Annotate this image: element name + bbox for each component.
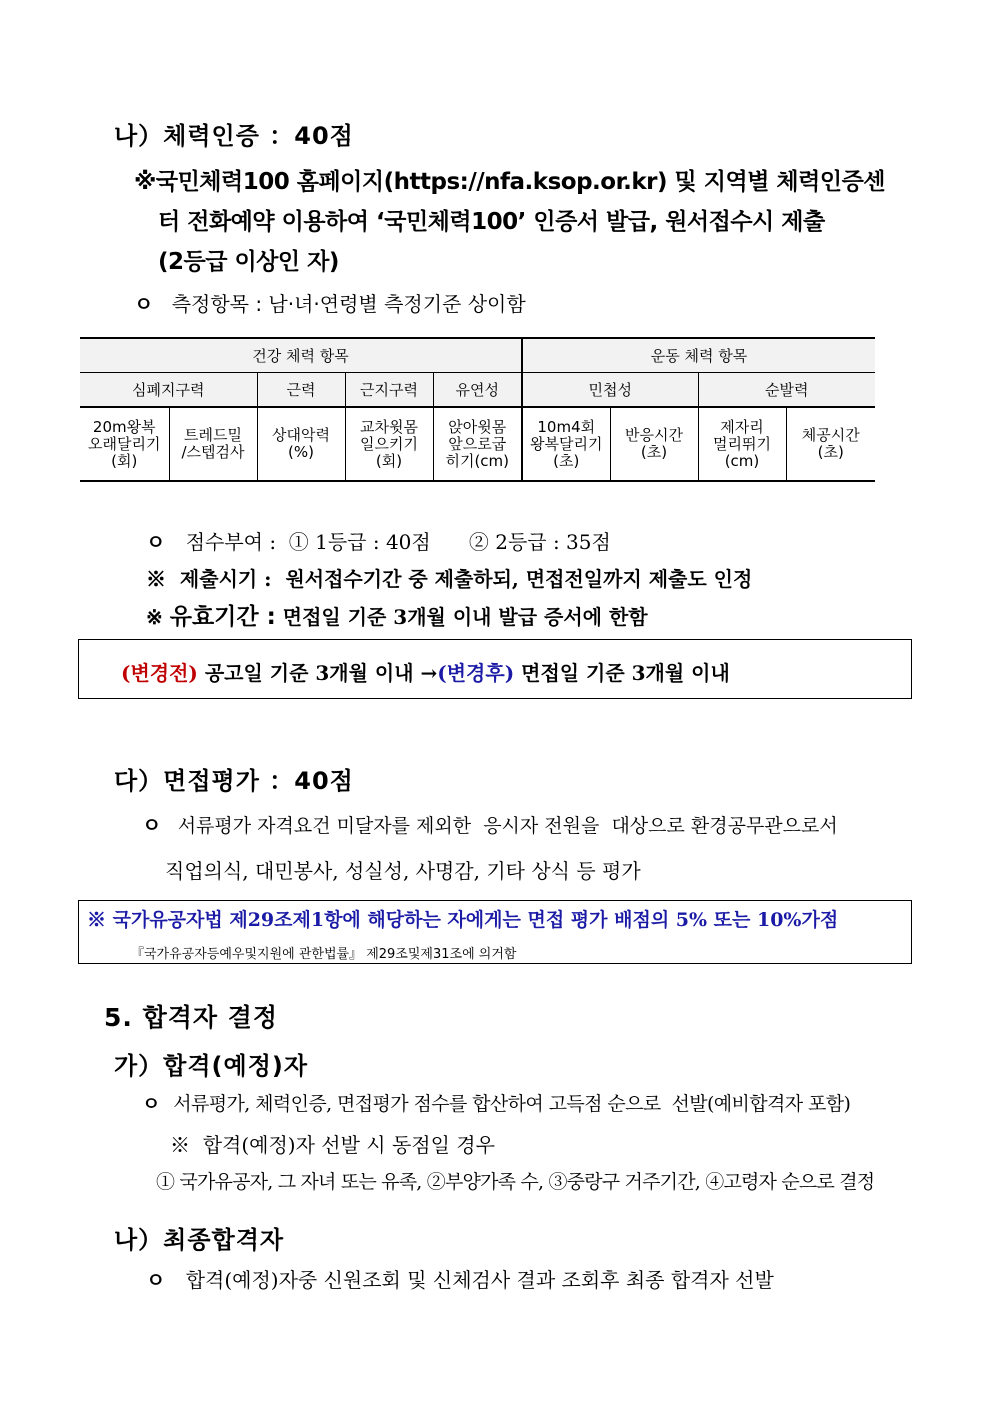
merit-line-1: ※ 국가유공자법 제29조제1항에 해당하는 자에게는 면접 평가 배점의 5% 또는 10%가점 bbox=[87, 909, 839, 931]
scoring-text: 점수부여 : ① 1등급 : 40점 ② 2등급 : 35점 bbox=[185, 530, 611, 554]
section-heading-fitness: 나）체력인증 ：40점 bbox=[114, 122, 354, 150]
table-item-cell: 교차윗몸 일으키기 (회) bbox=[345, 407, 433, 481]
bullet-marker: ㅇ bbox=[142, 1093, 160, 1115]
table-group-exercise: 운동 체력 항목 bbox=[522, 338, 875, 373]
interview-line-1 bbox=[142, 809, 838, 838]
table-category: 근력 bbox=[257, 373, 345, 408]
final-text-1: 합격(예정)자중 신원조회 및 신체검사 결과 조회후 최종 합격자 선발 bbox=[185, 1268, 774, 1292]
final-line-1 bbox=[146, 1264, 774, 1293]
after-change-text: 면접일 기준 3개월 이내 bbox=[514, 661, 730, 685]
fitness-note-line-2: 터 전화예약 이용하여 ‘국민체력100’ 인증서 발급, 원서접수시 제출 bbox=[158, 209, 825, 235]
validity-text: 면접일 기준 3개월 이내 발급 증서에 한함 bbox=[282, 605, 648, 629]
sub-heading-provisional: 가）합격(예정)자 bbox=[114, 1052, 309, 1080]
provisional-line-3: ① 국가유공자, 그 자녀 또는 유족, ②부양가족 수, ③중랑구 거주기간, ④고령자 순으로 결정 bbox=[156, 1171, 875, 1193]
table-group-health: 건강 체력 항목 bbox=[80, 338, 522, 373]
fitness-note-line-1: ※국민체력100 홈페이지(https://nfa.ksop.or.kr) 및 지역별 체력인증센 bbox=[134, 169, 886, 195]
provisional-line-2: ※ 합격(예정)자 선발 시 동점일 경우 bbox=[170, 1133, 495, 1157]
bullet-marker: ㅇ bbox=[146, 530, 166, 554]
provisional-text-1: 서류평가, 체력인증, 면접평가 점수를 합산하여 고득점 순으로 선발(예비합격자 포함) bbox=[173, 1093, 851, 1115]
table-category: 순발력 bbox=[698, 373, 875, 408]
table-item-cell: 상대악력 (%) bbox=[257, 407, 345, 481]
note-mark: ※ bbox=[146, 605, 170, 629]
bullet-marker: ㅇ bbox=[134, 292, 154, 316]
table-category: 유연성 bbox=[433, 373, 522, 408]
bullet-marker: ㅇ bbox=[142, 813, 162, 837]
after-change-label: (변경후) bbox=[437, 661, 515, 685]
table-item-cell: 앉아윗몸 앞으로굽 히기(cm) bbox=[433, 407, 522, 481]
table-item-cell: 20m왕복 오래달리기 (회) bbox=[80, 407, 169, 481]
section-heading-interview: 다）면접평가 ：40점 bbox=[114, 767, 354, 795]
table-category: 민첩성 bbox=[522, 373, 698, 408]
measure-item-text: 측정항목 : 남·녀·연령별 측정기준 상이함 bbox=[171, 292, 526, 316]
submit-period-note: ※ 제출시기 : 원서접수기간 중 제출하되, 면접전일까지 제출도 인정 bbox=[146, 567, 753, 591]
table-category: 근지구력 bbox=[345, 373, 433, 408]
fitness-note-line-3: (2등급 이상인 자) bbox=[158, 249, 339, 275]
bullet-marker: ㅇ bbox=[146, 1268, 166, 1292]
validity-note bbox=[146, 598, 648, 631]
table-item-cell: 제자리 멀리뛰기 (cm) bbox=[698, 407, 786, 481]
before-change-label: (변경전) bbox=[121, 661, 198, 685]
table-item-cell: 트레드밀 /스텝검사 bbox=[169, 407, 257, 481]
section-heading-decision: 5. 합격자 결정 bbox=[104, 1003, 279, 1032]
merit-line-2: 『국가유공자등예우및지원에 관한법률』 제29조및제31조에 의거함 bbox=[131, 947, 517, 962]
measure-item-line bbox=[134, 288, 526, 317]
table-item-cell: 반응시간 (초) bbox=[610, 407, 698, 481]
scoring-line bbox=[146, 526, 611, 555]
merit-notice-box bbox=[78, 900, 912, 964]
sub-heading-final: 나）최종합격자 bbox=[114, 1226, 285, 1254]
table-category: 심폐지구력 bbox=[80, 373, 257, 408]
provisional-line-1 bbox=[142, 1089, 850, 1116]
table-item-cell: 10m4회 왕복달리기 (초) bbox=[522, 407, 610, 481]
before-change-text: 공고일 기준 3개월 이내 → bbox=[197, 661, 438, 685]
change-notice-line bbox=[121, 657, 730, 686]
interview-line-2: 직업의식, 대민봉사, 성실성, 사명감, 기타 상식 등 평가 bbox=[165, 859, 641, 883]
interview-text-1: 서류평가 자격요건 미달자를 제외한 응시자 전원을 대상으로 환경공무관으로서 bbox=[177, 815, 838, 837]
fitness-items-table bbox=[80, 337, 875, 482]
validity-label: 유효기간 : bbox=[169, 604, 276, 630]
table-item-cell: 체공시간 (초) bbox=[786, 407, 875, 481]
change-notice-box bbox=[78, 639, 912, 699]
